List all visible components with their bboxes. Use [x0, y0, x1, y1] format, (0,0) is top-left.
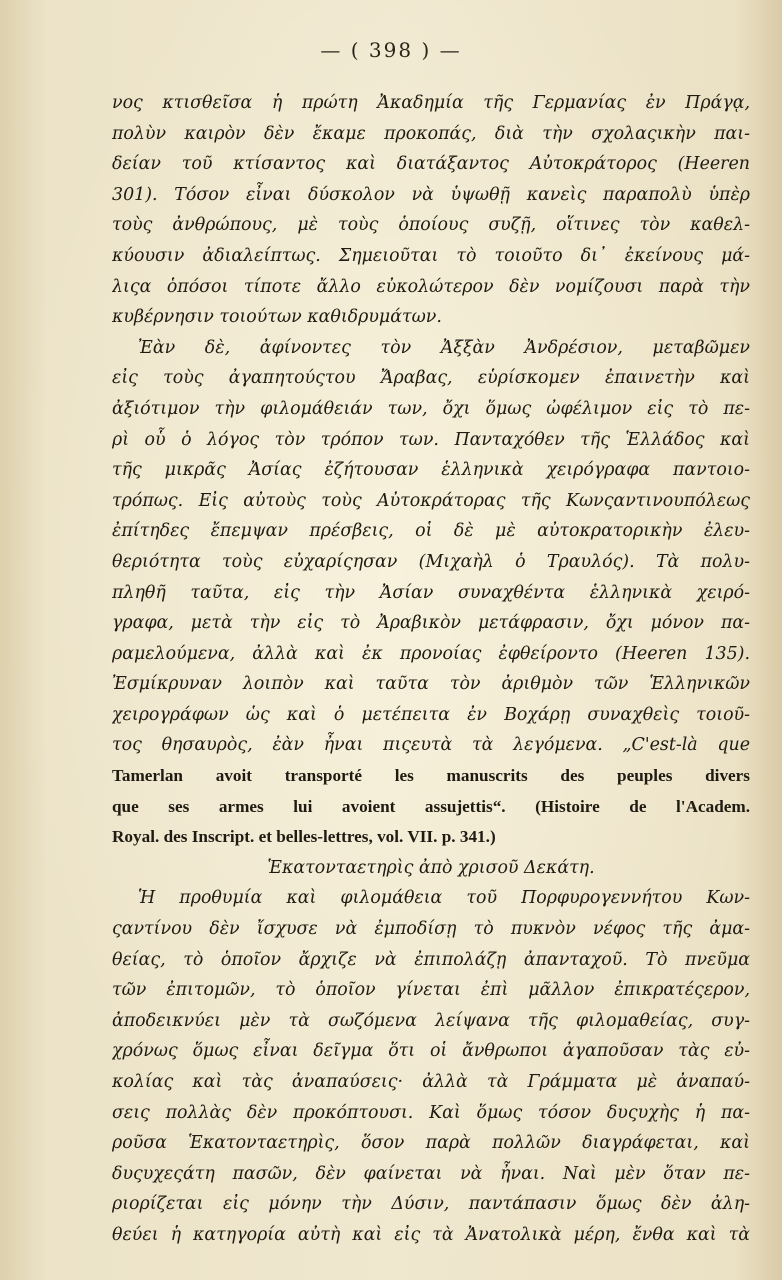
page-number: — ( 398 ) — [320, 38, 462, 62]
text-line: τρόπως. Εἰς αὐτοὺς τοὺς Αὐτοκράτορας τῆς Κωνςαντινουπόλεως [112, 490, 750, 511]
text-line: ἀποδεικνύει μὲν τὰ σωζόμενα λείψανα τῆς φιλομαθείας, συγ- [112, 1010, 750, 1031]
text-line: δυςυχεςάτη πασῶν, δὲν φαίνεται νὰ ἦναι. Ναὶ μὲν ὅταν πε- [112, 1163, 750, 1184]
section-heading: Ἑκατονταετηρὶς ἀπὸ χρισοῦ Δεκάτη. [267, 857, 595, 878]
paragraph-start-line: Ἡ προθυμία καὶ φιλομάθεια τοῦ Πορφυρογεννήτου Κων- [138, 888, 750, 909]
text-line: ριορίζεται εἰς μόνην τὴν Δύσιν, παντάπασιν ὅμως δὲν ἀλη- [112, 1194, 750, 1215]
text-line: γραφα, μετὰ τὴν εἰς τὸ Ἀραβικὸν μετάφρασιν, ὄχι μόνον πα- [112, 613, 750, 634]
text-line: τῆς μικρᾶς Ἀσίας ἐζήτουσαν ἑλληνικὰ χειρόγραφα παντοιο- [112, 460, 750, 481]
text-line: ραμελούμενα, ἀλλὰ καὶ ἐκ προνοίας ἐφθείροντο (Heeren 135). [112, 643, 750, 664]
text-line: ἀξιότιμον τὴν φιλομάθειάν των, ὄχι ὅμως ὠφέλιμον εἰς τὸ πε- [112, 398, 750, 419]
text-line: κυβέρνησιν τοιούτων καθιδρυμάτων. [112, 307, 442, 328]
text-line: Ἐσμίκρυναν λοιπὸν καὶ ταῦτα τὸν ἀριθμὸν τῶν Ἑλληνικῶν [112, 674, 750, 695]
text-line: χρόνως ὅμως εἶναι δεῖγμα ὅτι οἱ ἄνθρωποι ἀγαποῦσαν τὰς εὐ- [112, 1041, 750, 1062]
text-line: ρὶ οὗ ὁ λόγος τὸν τρόπον των. Πανταχόθεν τῆς Ἑλλάδος καὶ [112, 429, 750, 450]
text-line: ἐπίτηδες ἔπεμψαν πρέσβεις, οἱ δὲ μὲ αὐτοκρατορικὴν ἐλευ- [112, 521, 750, 542]
text-line: ςαντίνου δὲν ἴσχυσε νὰ ἐμποδίσῃ τὸ πυκνὸν νέφος τῆς ἀμα- [112, 919, 750, 940]
french-quote-line: Tamerlan avoit transporté les manuscrits des peuples divers [112, 766, 750, 786]
text-line: σεις πολλὰς δὲν προκόπτουσι. Καὶ ὅμως τόσον δυςυχὴς ἡ πα- [112, 1102, 750, 1123]
text-line: θεριότητα τοὺς εὐχαρίςησαν (Μιχαὴλ ὁ Τραυλός). Τὰ πολυ- [112, 551, 750, 572]
text-line: τοὺς ἀνθρώπους, μὲ τοὺς ὁποίους συζῇ, οἵτινες τὸν καθελ- [112, 215, 750, 236]
text-line: κολίας καὶ τὰς ἀναπαύσεις· ἀλλὰ τὰ Γράμματα μὲ ἀναπαύ- [112, 1072, 750, 1092]
text-line: τος θησαυρὸς, ἐὰν ἦναι πιςευτὰ τὰ λεγόμενα. „C'est-là que [112, 735, 750, 756]
text-line: λιςα ὁπόσοι τίποτε ἄλλο εὐκολώτερον δὲν νομίζουσι παρὰ τὴν [112, 276, 750, 297]
text-line: τῶν ἐπιτομῶν, τὸ ὁποῖον γίνεται ἐπὶ μᾶλλον ἐπικρατέςερον, [112, 980, 750, 1001]
text-line: θεύει ἡ κατηγορία αὐτὴ καὶ εἰς τὰ Ἀνατολικὰ μέρη, ἔνθα καὶ τὰ [112, 1224, 750, 1245]
text-line: δείαν τοῦ κτίσαντος καὶ διατάξαντος Αὐτοκράτορος (Heeren [112, 154, 750, 175]
body-text [112, 88, 750, 1251]
text-line: ροῦσα Ἑκατονταετηρὶς, ὅσον παρὰ πολλῶν διαγράφεται, καὶ [112, 1133, 750, 1154]
paragraph-start-line: Ἐὰν δὲ, ἀφίνοντες τὸν Ἀξξὰν Ἀνδρέσιον, μεταβῶμεν [138, 337, 750, 358]
text-line: πληθῆ ταῦτα, εἰς τὴν Ἀσίαν συναχθέντα ἑλληνικὰ χειρό- [112, 582, 750, 603]
text-line: νος κτισθεῖσα ἡ πρώτη Ἀκαδημία τῆς Γερμανίας ἐν Πράγᾳ, [112, 93, 750, 113]
text-line: 301). Τόσον εἶναι δύσκολον νὰ ὑψωθῇ κανεὶς παραπολὺ ὑπὲρ [112, 184, 750, 205]
text-line: θείας, τὸ ὁποῖον ἄρχιζε νὰ ἐπιπολάζῃ ἀπανταχοῦ. Τὸ πνεῦμα [112, 949, 750, 970]
citation-line: Royal. des Inscript. et belles-lettres, vol. VII. p. 341.) [112, 827, 496, 847]
text-line: εἰς τοὺς ἀγαπητούςτου Ἄραβας, εὑρίσκομεν ἐπαινετὴν καὶ [112, 368, 750, 389]
text-line: χειρογράφων ὡς καὶ ὁ μετέπειτα ἐν Βοχάρῃ συναχθεὶς τοιοῦ- [112, 704, 750, 725]
french-quote-line: que ses armes lui avoient assujettis“. (Histoire de l'Academ. [112, 796, 750, 816]
text-line: κύουσιν ἀδιαλείπτως. Σημειοῦται τὸ τοιοῦτο δι᾽ ἐκείνους μά- [112, 245, 750, 266]
text-line: πολὺν καιρὸν δὲν ἔκαμε προκοπάς, διὰ τὴν σχολαςικὴν παι- [112, 123, 750, 144]
